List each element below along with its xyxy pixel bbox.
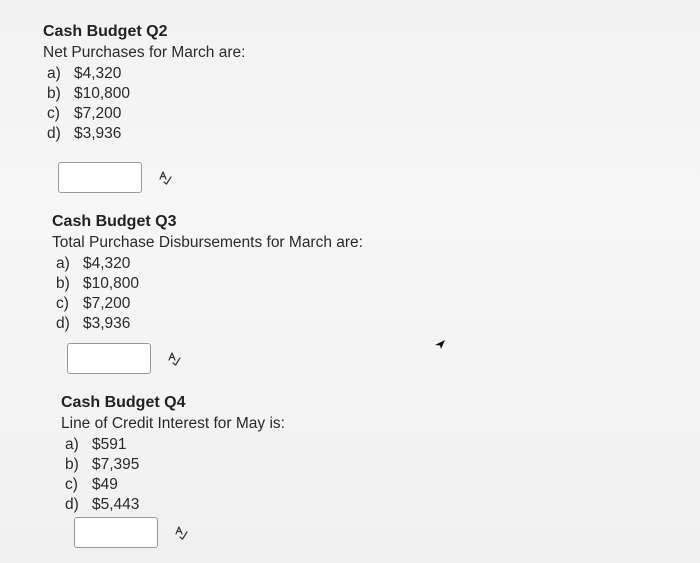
question-q3 <box>52 212 363 334</box>
option-b <box>52 274 363 294</box>
option-value: $4,320 <box>83 255 131 272</box>
option-value: $10,800 <box>74 85 131 102</box>
option-value: $10,800 <box>83 275 140 292</box>
answer-row-q3 <box>67 343 181 374</box>
question-title: Cash Budget Q2 <box>43 23 168 40</box>
question-prompt: Total Purchase Disbursements for March are: <box>52 234 363 251</box>
option-c <box>43 104 245 124</box>
option-a <box>52 254 363 274</box>
answer-input-q3[interactable] <box>67 343 151 374</box>
option-c <box>61 475 285 495</box>
option-b <box>61 455 285 475</box>
options-list <box>61 435 285 515</box>
option-letter: d) <box>65 496 79 513</box>
option-letter: b) <box>65 456 79 473</box>
option-value: $591 <box>92 436 127 453</box>
option-value: $7,200 <box>74 105 122 122</box>
answer-row-q2 <box>58 162 172 193</box>
option-c <box>52 294 363 314</box>
option-value: $5,443 <box>92 496 140 513</box>
option-letter: d) <box>56 315 70 332</box>
mouse-pointer-icon <box>434 338 446 350</box>
option-a <box>61 435 285 455</box>
question-prompt: Net Purchases for March are: <box>43 44 246 61</box>
answer-input-q2[interactable] <box>58 162 142 193</box>
spellcheck-icon[interactable] <box>174 526 188 540</box>
option-value: $3,936 <box>74 125 122 142</box>
options-list <box>43 64 245 144</box>
option-letter: a) <box>56 255 70 272</box>
question-prompt: Line of Credit Interest for May is: <box>61 415 285 432</box>
option-a <box>43 64 245 84</box>
option-d <box>61 495 285 515</box>
option-value: $3,936 <box>83 315 131 332</box>
question-q4 <box>61 393 285 515</box>
option-value: $7,200 <box>83 295 131 312</box>
option-value: $4,320 <box>74 65 122 82</box>
option-letter: a) <box>65 436 79 453</box>
spellcheck-icon[interactable] <box>158 171 172 185</box>
question-title: Cash Budget Q3 <box>52 213 177 230</box>
option-d <box>43 124 245 144</box>
options-list <box>52 254 363 334</box>
option-letter: b) <box>56 275 70 292</box>
option-value: $49 <box>92 476 118 493</box>
option-letter: a) <box>47 65 61 82</box>
option-d <box>52 314 363 334</box>
option-letter: b) <box>47 85 61 102</box>
option-value: $7,395 <box>92 456 140 473</box>
option-letter: c) <box>56 295 69 312</box>
option-letter: d) <box>47 125 61 142</box>
option-letter: c) <box>65 476 78 493</box>
question-title: Cash Budget Q4 <box>61 394 186 411</box>
answer-row-q4 <box>74 517 188 548</box>
question-q2 <box>43 22 245 144</box>
answer-input-q4[interactable] <box>74 517 158 548</box>
option-b <box>43 84 245 104</box>
option-letter: c) <box>47 105 60 122</box>
spellcheck-icon[interactable] <box>167 352 181 366</box>
